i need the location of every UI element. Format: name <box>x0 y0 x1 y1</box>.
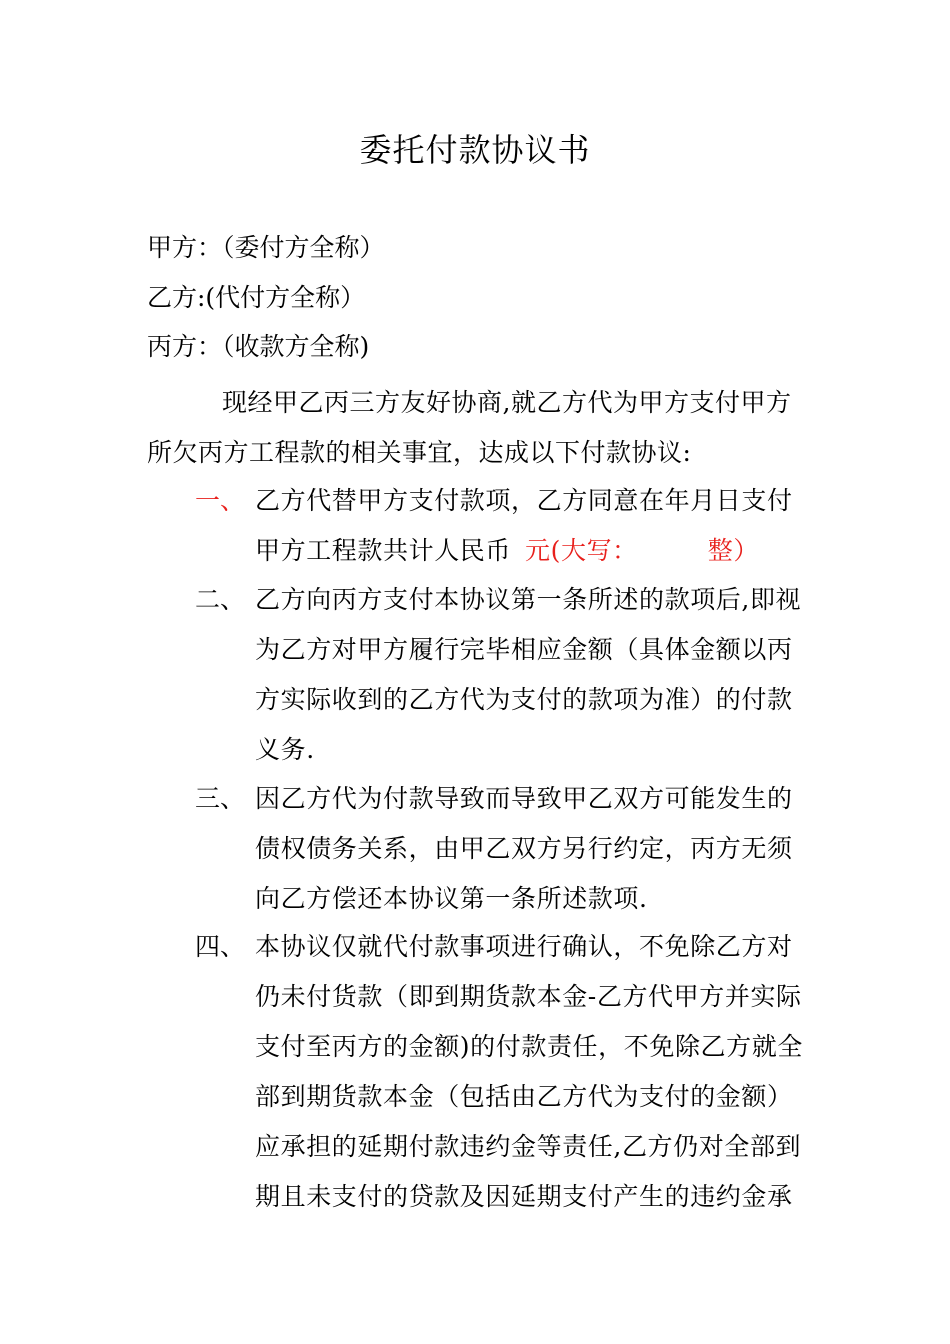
document-title: 委托付款协议书 <box>359 131 591 169</box>
clause-3-text: 因乙方代为付款导致而导致甲乙双方可能发生的债权债务关系，由甲乙双方另行约定，丙方无须向乙方偿还本协议第一条所述款项. <box>255 784 793 913</box>
clause-1-amount-label: 元(大写： <box>525 536 638 565</box>
party-b-line: 乙方:(代付方全称） <box>147 283 366 312</box>
intro-paragraph: 现经甲乙丙三方友好协商,就乙方代为甲方支付甲方所欠丙方工程款的相关事宜，达成以下付款协议: <box>147 388 792 467</box>
clause-4-text: 本协议仅就代付款事项进行确认，不免除乙方对仍未付货款（即到期货款本金-乙方代甲方并实际支付至丙方的金额)的付款责任，不免除乙方就全部到期货款本金（包括由乙方代为支付的金额）应承担的延期付款违约金等责任,乙方仍对全部到期且未支付的贷款及因延期支付产生的违约金承 <box>255 932 803 1211</box>
clause-1-text: 乙方代替甲方支付款项，乙方同意在年月日支付甲方工程款共计人民币 <box>255 486 793 565</box>
clause-3-number: 三、 <box>195 784 246 813</box>
party-c-line: 丙方：（收款方全称) <box>147 332 370 361</box>
party-a-line: 甲方：（委付方全称） <box>147 233 385 262</box>
clause-1-amount-suffix: 整） <box>707 536 759 565</box>
clause-4-number: 四、 <box>195 932 246 961</box>
clause-3 <box>195 774 810 924</box>
clause-2-text: 乙方向丙方支付本协议第一条所述的款项后,即视为乙方对甲方履行完毕相应金额（具体金额以丙方实际收到的乙方代为支付的款项为准）的付款义务. <box>255 585 802 764</box>
clause-1-number: 一、 <box>195 486 246 515</box>
clause-2 <box>195 575 810 775</box>
clause-1 <box>195 476 810 576</box>
clause-4 <box>195 922 810 1232</box>
clause-2-number: 二、 <box>195 585 246 614</box>
clause-1-body <box>255 476 807 576</box>
